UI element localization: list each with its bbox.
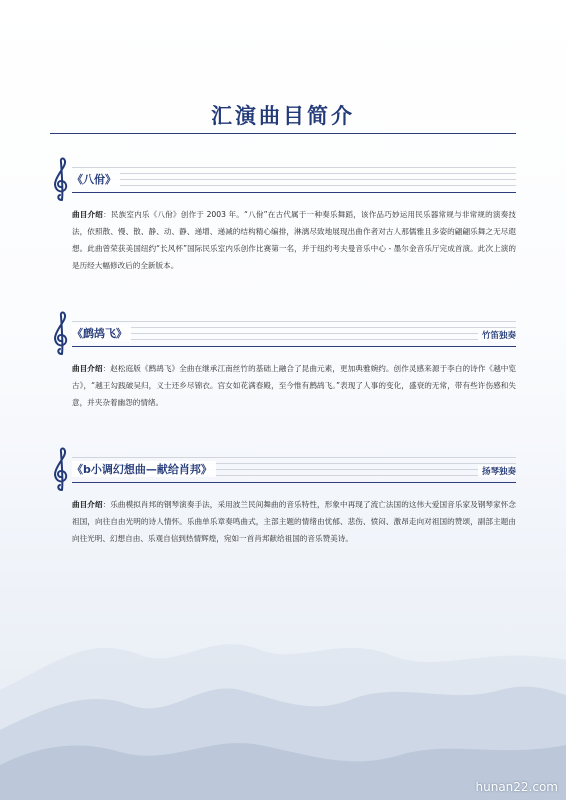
piece-description — [72, 496, 516, 547]
description-text: ：乐曲模拟肖邦的钢琴演奏手法，采用波兰民间舞曲的音乐特性，形象中再现了流亡法国的这伟大爱国音乐家及钢琴家怀念祖国，向往自由光明的诗人情怀。乐曲单乐章奏鸣曲式，主部主题的情绪由忧郁、悲伤、愤闷、激昂走向对祖国的赞颂，副部主题由向往光明、幻想自由、乐观自信到热情辉煌，宛如一首肖邦献给祖国的音乐赞美诗。 — [72, 500, 516, 543]
staff-lines — [72, 167, 516, 193]
description-text: ：民族室内乐《八佾》创作于 2003 年。“八佾”在古代属于一种奏乐舞蹈，该作品巧妙运用民乐器常规与非常规的演奏技法，依照散、慢、散、静、动、静、递增、递减的结构精心编排，淋漓尽致地展现出曲作者对古人那儒雅且多姿的翩翩乐舞之无尽遐想。此曲曾荣获美国纽约“长风杯”国际民乐室内乐创作比赛第一名，并于纽约考夫曼音乐中心 - 墨尔金音乐厅完成首演。此次上演的是历经大幅修改后的全新版本。 — [72, 210, 517, 270]
program-item-header — [50, 314, 516, 354]
staff-lines — [72, 321, 516, 347]
description-label: 曲目介绍 — [72, 210, 104, 219]
piece-description — [72, 206, 516, 274]
page-title: 汇演曲目简介 — [211, 103, 355, 128]
watermark: hunan22.com — [475, 780, 558, 794]
program-item — [50, 314, 516, 411]
piece-description — [72, 360, 516, 411]
treble-clef-icon — [50, 446, 72, 492]
description-text: ：赵松庭版《鹧鸪飞》全曲在继承江南丝竹的基础上融合了昆曲元素，更加典雅婉约。创作灵感来源于李白的诗作《越中览古》，“越王勾践破吴归，义士还乡尽锦衣。宫女如花满春殿，至今惟有鹧鸪飞。”表现了人事的变化，盛衰的无常，带有些许伤感和失意，并夹杂着幽怨的情绪。 — [72, 364, 516, 407]
piece-title: 《鹧鸪飞》 — [72, 325, 131, 341]
description-label: 曲目介绍 — [72, 364, 103, 373]
description-label: 曲目介绍 — [72, 500, 103, 509]
mountain-background — [0, 540, 566, 800]
instrument-tag: 扬琴独奏 — [478, 465, 516, 477]
treble-clef-icon — [50, 156, 72, 202]
treble-clef-icon — [50, 310, 72, 356]
instrument-tag: 竹笛独奏 — [478, 329, 516, 341]
piece-title: 《b小调幻想曲—献给肖邦》 — [72, 461, 216, 477]
program-item — [50, 160, 516, 274]
program-item-header — [50, 450, 516, 490]
piece-title: 《八佾》 — [72, 171, 120, 187]
title-divider — [50, 133, 516, 134]
program-item-header — [50, 160, 516, 200]
program-item — [50, 450, 516, 547]
